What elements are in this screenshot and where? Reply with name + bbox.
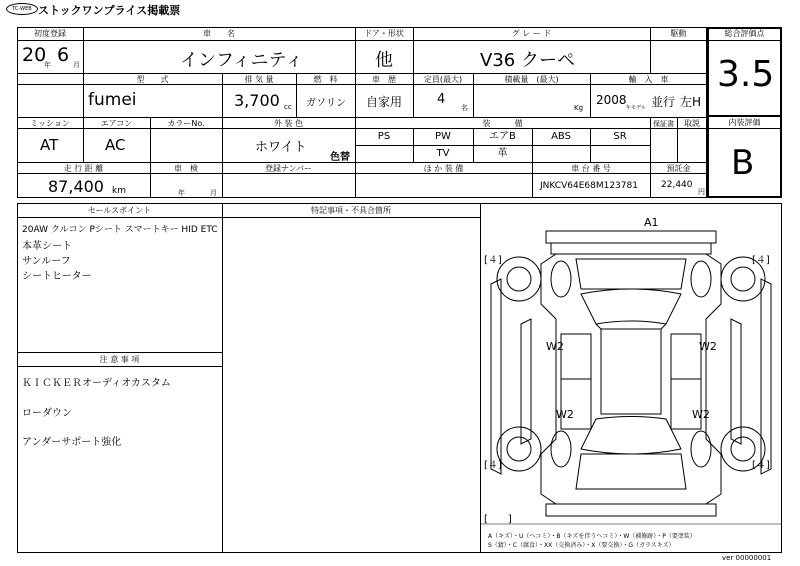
- model-value: fumei: [88, 90, 137, 110]
- reg-year: 20: [22, 44, 47, 66]
- label-model: 型 式: [136, 75, 169, 84]
- insp-year-unit: 年: [178, 189, 185, 197]
- equip-ps: PS: [377, 131, 391, 142]
- displacement-value: 3,700: [234, 91, 280, 110]
- chassis-value: JNKCV64E68M123781: [540, 181, 638, 191]
- interior-score-value: B: [731, 143, 755, 183]
- equip-airbag: エアB: [489, 131, 516, 142]
- label-aircon: エアコン: [100, 119, 133, 128]
- logo: TC-WEB: [6, 3, 38, 15]
- import-type: 並行: [651, 95, 676, 109]
- history-value: 自家用: [366, 95, 403, 109]
- label-fuel: 燃 料: [313, 75, 338, 84]
- reg-month: 6: [57, 44, 70, 66]
- capacity-unit: 名: [461, 104, 468, 112]
- diagram-bracket-fr: [４]: [752, 255, 770, 266]
- fuel-value: ガソリン: [306, 98, 346, 109]
- sales-point-2: 本革シート: [22, 241, 72, 252]
- diagram-bracket-rl: [４]: [484, 460, 502, 471]
- label-capacity: 定員(最大): [423, 75, 463, 84]
- label-overall-score: 総合評価点: [724, 29, 765, 38]
- mileage-unit: km: [112, 186, 126, 196]
- legend-line-2: S（錆）・C（腐食）・XX（交換済み）・X（要交換）・G（ガラスキズ）: [488, 542, 675, 549]
- label-door-shape: ドア・形状: [364, 29, 404, 38]
- reg-year-unit: 年: [44, 61, 51, 69]
- label-exterior: 外 装 色: [273, 119, 304, 128]
- label-first-reg: 初度登録: [34, 29, 66, 38]
- capacity-value: 4: [437, 92, 446, 107]
- diagram-mark-w2-2: W2: [699, 340, 717, 353]
- label-mileage: 走 行 距 離: [63, 164, 104, 173]
- sales-point-4: シートヒーター: [22, 271, 92, 282]
- overall-score-value: 3.5: [717, 54, 775, 95]
- label-chassis: 車 台 番 号: [571, 164, 611, 173]
- label-special-notes: 特記事項・不具合箇所: [311, 206, 391, 215]
- mileage-value: 87,400: [48, 177, 104, 196]
- label-grade: グ レ ー ド: [511, 29, 552, 38]
- steering-value: 左H: [680, 95, 702, 109]
- label-color-no: カラーNo.: [167, 119, 205, 128]
- label-make: 車 名: [203, 29, 235, 38]
- caution-2: ローダウン: [22, 408, 72, 419]
- label-drive: 駆動: [670, 29, 687, 38]
- equip-leather: 革: [497, 148, 508, 159]
- load-unit: Kg: [574, 104, 584, 112]
- deposit-value: 22,440: [661, 180, 693, 190]
- label-equipment: 装 備: [482, 119, 523, 128]
- equip-pw: PW: [435, 131, 451, 142]
- label-warranty: 保証書: [653, 120, 674, 128]
- grade-value: V36 クーペ: [480, 50, 575, 71]
- door-value: 他: [375, 50, 393, 71]
- label-deposit: 預託金: [666, 164, 691, 173]
- label-cautions: 注 意 事 項: [99, 355, 140, 364]
- equip-abs: ABS: [551, 131, 571, 142]
- diagram-bracket-bottom: [ ]: [484, 514, 512, 525]
- make-value: インフィニティ: [180, 50, 304, 71]
- reg-month-unit: 月: [73, 61, 80, 69]
- label-history: 車 歴: [372, 75, 396, 84]
- deposit-unit: 円: [698, 188, 705, 196]
- equip-tv: TV: [436, 148, 450, 159]
- label-reg-number: 登録ナンバー: [264, 164, 313, 173]
- legend-line-1: A（キズ）・U（ヘコミ）・B（キズを伴うヘコミ）・W（補修跡）・P（要塗装）: [488, 533, 696, 540]
- label-import: 輸 入 車: [628, 75, 669, 84]
- aircon-value: AC: [105, 136, 126, 154]
- color-changed: 色替: [330, 152, 350, 163]
- import-year-unit: 年モデル: [626, 105, 646, 111]
- label-load: 積載量 (最大): [504, 75, 559, 84]
- car-diagram: [481, 204, 781, 552]
- page-title: ストックワンプライス掲載票: [38, 4, 181, 17]
- caution-1: ＫＩＣＫＥＲオーディオカスタム: [22, 378, 171, 389]
- label-interior-score: 内装評価: [728, 118, 761, 127]
- version-text: ver 00000001: [722, 554, 772, 562]
- sales-point-1: 20AW クルコン Pシート スマートキー HID ETC: [22, 225, 218, 235]
- caution-3: アンダーサポート強化: [22, 437, 122, 448]
- diagram-mark-w2-3: W2: [556, 408, 574, 421]
- label-other-equip: ほ か 装 備: [423, 164, 464, 173]
- diagram-bracket-fl: [４]: [484, 255, 502, 266]
- color-value: ホワイト: [255, 140, 307, 155]
- label-manual: 取説: [684, 119, 700, 128]
- sales-point-3: サンルーフ: [22, 256, 71, 267]
- diagram-mark-w2-4: W2: [692, 408, 710, 421]
- label-mission: ミッション: [30, 119, 70, 128]
- diagram-bracket-rr: [４]: [752, 460, 770, 471]
- insp-month-unit: 月: [210, 189, 217, 197]
- diagram-mark-a1: A1: [644, 216, 659, 229]
- label-inspection: 車 検: [174, 164, 198, 173]
- import-year: 2008: [596, 93, 627, 107]
- label-sales-points: セールスポイント: [87, 206, 152, 215]
- diagram-mark-w2-1: W2: [546, 340, 564, 353]
- displacement-unit: cc: [284, 103, 292, 111]
- equip-sr: SR: [613, 131, 627, 142]
- label-displacement: 排 気 量: [244, 75, 274, 84]
- mission-value: AT: [40, 136, 59, 154]
